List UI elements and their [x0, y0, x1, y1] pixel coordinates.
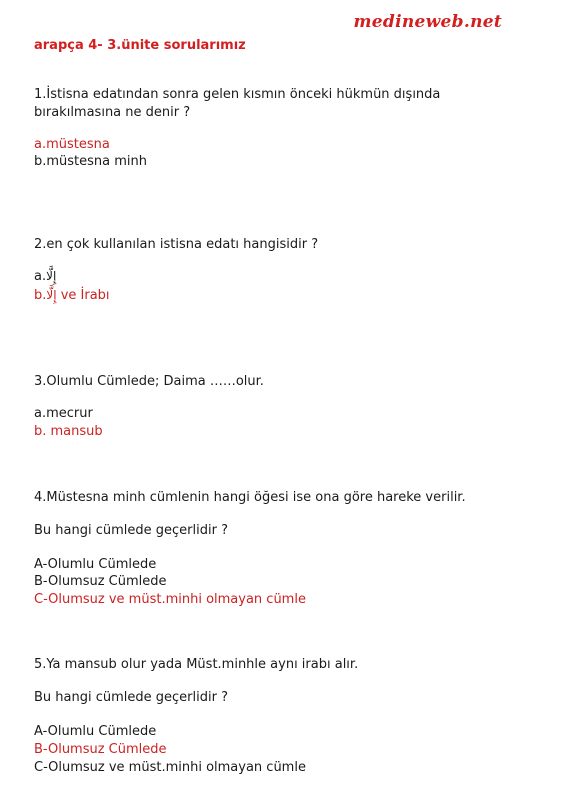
question-2-option-b-suffix: ve İrabı	[56, 288, 110, 303]
question-4-text: 4.Müstesna minh cümlenin hangi öğesi ise ona göre hareke verilir.	[34, 490, 466, 505]
question-1-option-b: b.müstesna minh	[34, 154, 148, 169]
question-3-text: 3.Olumlu Cümlede; Daima ……olur.	[34, 374, 264, 389]
question-5-subquestion: Bu hangi cümlede geçerlidir ?	[34, 690, 228, 705]
question-5-option-c: C-Olumsuz ve müst.minhi olmayan cümle	[34, 760, 306, 775]
question-2-text: 2.en çok kullanılan istisna edatı hangisidir ?	[34, 237, 319, 252]
question-1-option-a-answer: a.müstesna	[34, 137, 110, 152]
question-1-text-line-2: bırakılmasına ne denir ?	[34, 105, 191, 120]
question-4-subquestion: Bu hangi cümlede geçerlidir ?	[34, 523, 228, 538]
question-4-option-b: B-Olumsuz Cümlede	[34, 574, 167, 589]
question-4-option-a: A-Olumlu Cümlede	[34, 557, 157, 572]
page-title: arapça 4- 3.ünite sorularımız	[34, 38, 246, 53]
question-3-option-b-answer: b. mansub	[34, 424, 103, 439]
question-5-text: 5.Ya mansub olur yada Müst.minhle aynı irabı alır.	[34, 657, 359, 672]
question-2-option-a-prefix: a.	[34, 269, 47, 284]
question-5-option-a: A-Olumlu Cümlede	[34, 724, 157, 739]
question-2-option-b-answer	[34, 287, 110, 304]
question-2-option-b-arabic: إِلَّا	[46, 288, 57, 302]
question-1-text-line-1: 1.İstisna edatından sonra gelen kısmın önceki hükmün dışında	[34, 87, 441, 102]
question-4-option-c-answer: C-Olumsuz ve müst.minhi olmayan cümle	[34, 592, 306, 607]
question-2-option-a	[34, 268, 56, 285]
question-2-option-a-arabic: إِلَّا	[46, 269, 57, 283]
site-watermark: medineweb.net	[353, 12, 502, 32]
question-3-option-a: a.mecrur	[34, 406, 93, 421]
question-2-option-b-prefix: b.	[34, 288, 47, 303]
question-5-option-b-answer: B-Olumsuz Cümlede	[34, 742, 167, 757]
